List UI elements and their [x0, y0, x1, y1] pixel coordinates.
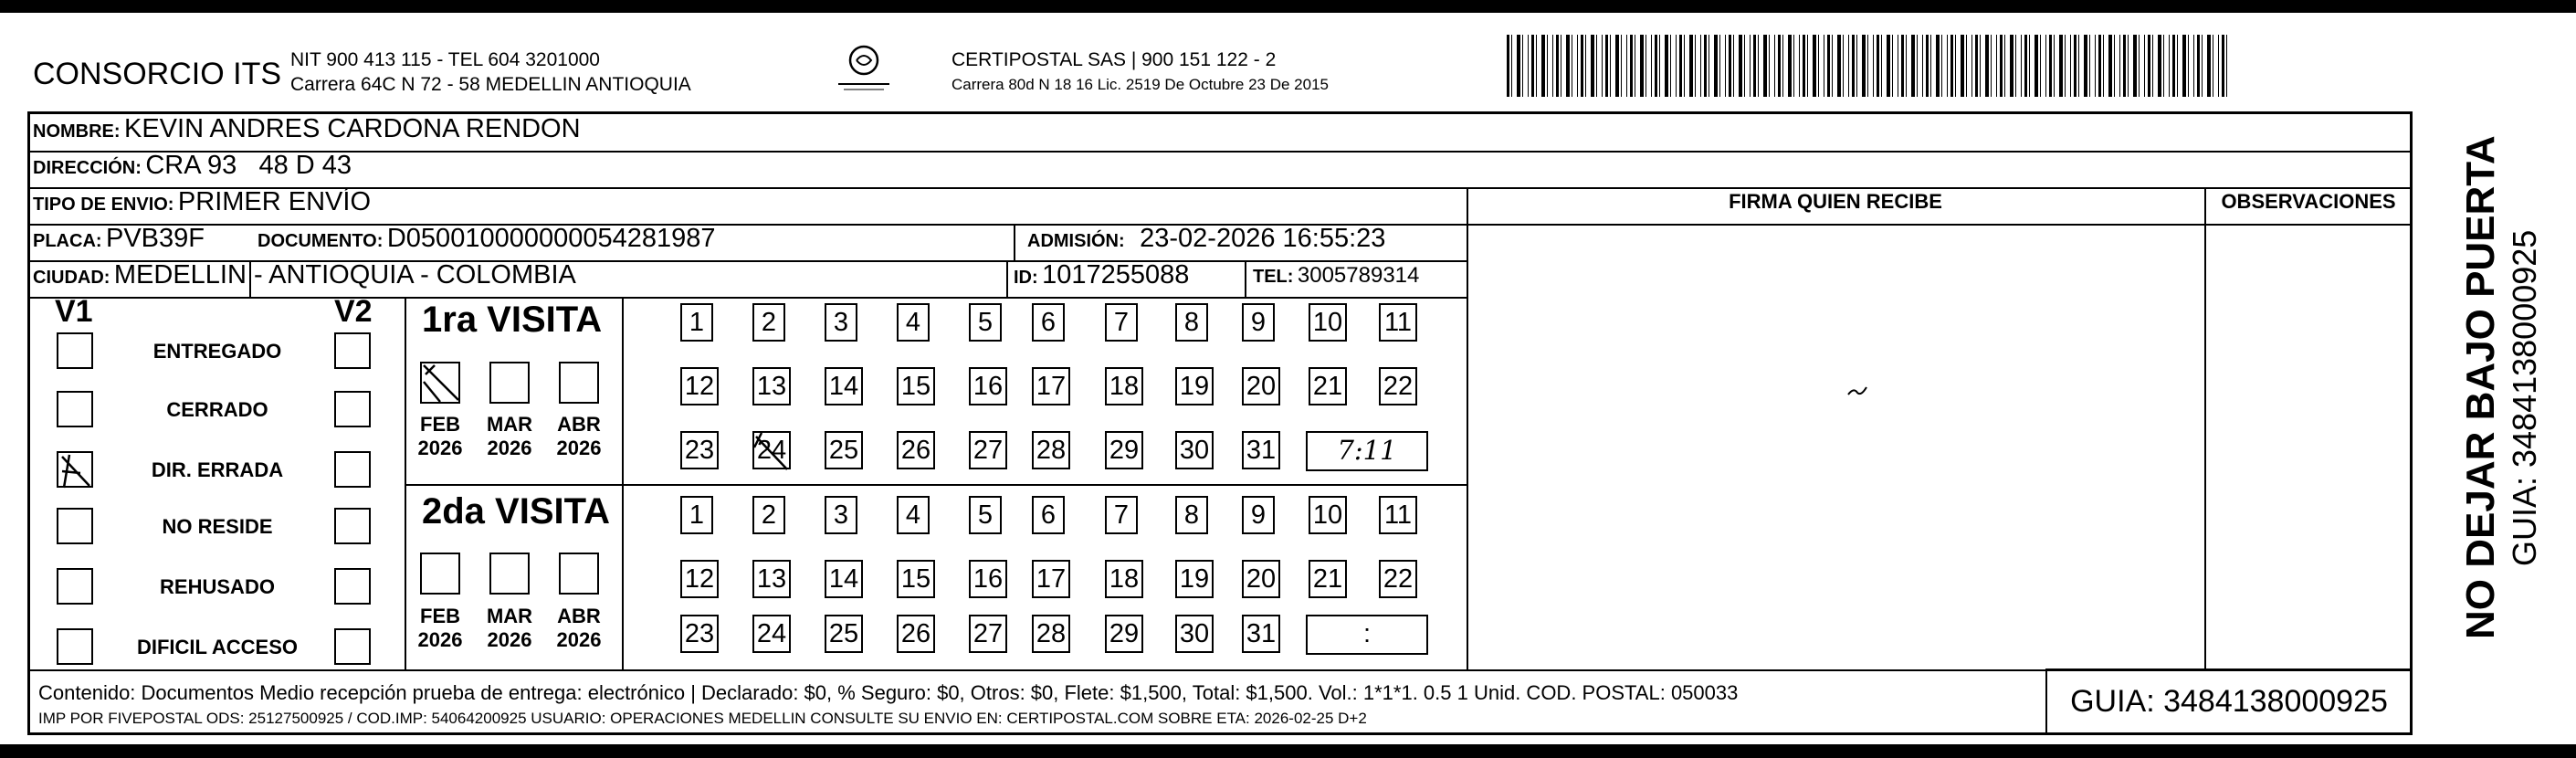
day-number: 2 [761, 308, 777, 337]
v1-checkbox[interactable] [57, 568, 93, 605]
first-visit-title: 1ra VISITA [422, 300, 603, 340]
day-box[interactable] [897, 367, 935, 405]
day-number: 12 [684, 564, 715, 594]
v1-checkbox[interactable] [57, 628, 93, 665]
month-checkbox[interactable] [559, 362, 599, 404]
day-box[interactable] [680, 431, 719, 469]
day-box[interactable] [1175, 303, 1208, 342]
day-box[interactable] [969, 431, 1007, 469]
day-box[interactable] [1175, 496, 1208, 534]
tel-value: 3005789314 [1297, 263, 1420, 288]
day-box[interactable] [825, 367, 863, 405]
day-box[interactable] [752, 615, 791, 653]
direccion-label: DIRECCIÓN: [33, 158, 142, 178]
signature-mark [1846, 384, 1868, 403]
day-number: 28 [1036, 436, 1067, 465]
nombre-row [33, 114, 581, 144]
day-box[interactable] [969, 615, 1007, 653]
day-number: 21 [1312, 564, 1343, 594]
v1-checkbox[interactable] [57, 332, 93, 369]
nombre-value: KEVIN ANDRES CARDONA RENDON [124, 114, 581, 143]
day-number: 3 [833, 308, 849, 337]
day-box[interactable] [680, 496, 713, 534]
nombre-label: NOMBRE: [33, 121, 121, 142]
year-label: 2026 [556, 437, 602, 459]
placa-value: PVB39F [106, 224, 205, 253]
col-divider [405, 297, 406, 669]
day-box[interactable] [969, 496, 1002, 534]
ciudad-cell [33, 260, 576, 290]
day-number: 2 [761, 500, 777, 530]
v1-checkbox[interactable] [57, 451, 93, 488]
id-cell [1014, 260, 1189, 290]
day-box[interactable] [1175, 431, 1214, 469]
day-box[interactable] [1105, 367, 1143, 405]
first-visit-time[interactable] [1306, 431, 1428, 471]
day-box[interactable] [1379, 496, 1417, 534]
admision-label: ADMISIÓN: [1027, 231, 1125, 251]
tel-label: TEL: [1253, 267, 1294, 287]
day-box[interactable] [897, 615, 935, 653]
day-number: 15 [900, 564, 931, 594]
second-visit-title: 2da VISITA [422, 491, 610, 532]
certipostal-logo-icon [820, 38, 908, 99]
day-box[interactable] [1105, 560, 1143, 598]
day-number: 20 [1246, 372, 1277, 401]
day-number: 15 [900, 372, 931, 401]
day-box[interactable] [1379, 367, 1417, 405]
day-number: 31 [1246, 436, 1277, 465]
day-box[interactable] [1105, 303, 1138, 342]
day-box[interactable] [1032, 303, 1065, 342]
day-box[interactable] [752, 367, 791, 405]
month-label: ABR [557, 605, 601, 627]
month-label: FEB [420, 605, 460, 627]
guia-number: GUIA: 3484138000925 [2045, 669, 2413, 734]
cross-mark-icon [751, 429, 796, 484]
day-box[interactable] [1175, 615, 1214, 653]
day-box[interactable] [969, 367, 1007, 405]
day-number: 12 [684, 372, 715, 401]
v2-checkbox[interactable] [334, 451, 371, 488]
v2-header: V2 [334, 294, 373, 329]
carrier-license: Carrera 80d N 18 16 Lic. 2519 De Octubre 23 De 2015 [952, 76, 1329, 93]
day-box[interactable] [1242, 560, 1280, 598]
day-box[interactable] [1242, 496, 1275, 534]
day-number: 25 [828, 619, 859, 648]
day-number: 26 [900, 619, 931, 648]
day-number: 1 [689, 308, 705, 337]
day-number: 3 [833, 500, 849, 530]
day-box[interactable] [1105, 496, 1138, 534]
day-number: 30 [1179, 436, 1210, 465]
documento-value: D050010000000054281987 [386, 224, 716, 253]
day-box[interactable] [752, 496, 785, 534]
documento-cell [258, 224, 716, 254]
v1-header: V1 [55, 294, 93, 329]
barcode [1507, 35, 2228, 97]
col-divider [1467, 187, 1468, 669]
day-box[interactable] [1032, 615, 1070, 653]
day-number: 4 [905, 500, 921, 530]
visit-time-value: 7:11 [1337, 435, 1397, 466]
year-label: 2026 [417, 437, 463, 459]
day-box[interactable] [680, 303, 713, 342]
admision-value: 23-02-2026 16:55:23 [1140, 224, 1386, 253]
year-label: 2026 [417, 628, 463, 651]
check-mark-icon [58, 453, 95, 490]
ciudad-value: MEDELLIN - ANTIOQUIA - COLOMBIA [113, 260, 576, 290]
day-number: 1 [689, 500, 705, 530]
day-number: 19 [1179, 372, 1210, 401]
day-box[interactable] [752, 560, 791, 598]
visit-divider [405, 484, 1467, 486]
top-border [0, 0, 2576, 13]
year-label: 2026 [487, 437, 532, 459]
day-number: 19 [1179, 564, 1210, 594]
tipo-envio-value: PRIMER ENVÍO [177, 187, 372, 216]
day-box[interactable] [1309, 303, 1347, 342]
admision-cell [1027, 224, 1385, 254]
day-number: 9 [1250, 500, 1267, 530]
day-number: 10 [1312, 500, 1343, 530]
id-value: 1017255088 [1042, 260, 1190, 290]
day-box[interactable] [1032, 431, 1070, 469]
observaciones-header: OBSERVACIONES [2221, 190, 2396, 213]
day-box[interactable] [825, 496, 857, 534]
day-box[interactable] [825, 615, 863, 653]
v2-checkbox[interactable] [334, 568, 371, 605]
status-option-label: NO RESIDE [162, 515, 273, 538]
day-number: 31 [1246, 619, 1277, 648]
carrier-line: CERTIPOSTAL SAS | 900 151 122 - 2 [952, 49, 1277, 70]
direccion-row [33, 151, 352, 181]
content-info: Contenido: Documentos Medio recepción prueba de entrega: electrónico | Declarado: $0, % Seguro: $0, Otros: $0, Flete: $1,500, Total: $1,500. Vol.: 1*1*1. 0.5 1 Unid. COD. POSTAL: 050033 [38, 681, 1739, 704]
status-option-label: ENTREGADO [152, 340, 282, 363]
direccion-value: CRA 93 48 D 43 [145, 151, 352, 180]
day-box[interactable] [1379, 303, 1417, 342]
day-number: 18 [1109, 564, 1140, 594]
day-box[interactable] [1032, 367, 1070, 405]
day-number: 7 [1113, 500, 1130, 530]
status-option-label: DIFICIL ACCESO [136, 636, 298, 658]
month-label: MAR [486, 413, 533, 436]
day-number: 27 [973, 619, 1004, 648]
day-box[interactable] [1309, 367, 1347, 405]
col-divider [1014, 224, 1015, 260]
day-number: 28 [1036, 619, 1067, 648]
side-guia: GUIA: 3484138000925 [2506, 229, 2543, 566]
day-box[interactable] [897, 560, 935, 598]
day-box[interactable] [1032, 560, 1070, 598]
day-number: 29 [1109, 619, 1140, 648]
day-box[interactable] [1379, 560, 1417, 598]
print-info: IMP POR FIVEPOSTAL ODS: 25127500925 / COD.IMP: 54064200925 USUARIO: OPERACIONES MEDELLIN CONSULTE SU ENVIO EN: CERTIPOSTAL.COM SOBRE ETA: 2026-02-25 D+2 [38, 710, 1367, 727]
col-divider [2204, 187, 2206, 669]
day-number: 8 [1183, 500, 1200, 530]
status-option-label: REHUSADO [160, 575, 275, 598]
ciudad-label: CIUDAD: [33, 268, 110, 288]
month-checkbox[interactable] [420, 362, 460, 404]
day-number: 13 [756, 372, 787, 401]
day-number: 20 [1246, 564, 1277, 594]
year-label: 2026 [556, 628, 602, 651]
day-box[interactable] [825, 303, 857, 342]
month-label: FEB [420, 413, 460, 436]
day-box[interactable] [680, 615, 719, 653]
carrier-info [952, 47, 1329, 97]
day-box[interactable] [1175, 367, 1214, 405]
cross-mark-icon [422, 363, 462, 405]
v2-checkbox[interactable] [334, 391, 371, 427]
day-box[interactable] [1032, 496, 1065, 534]
day-number: 4 [905, 308, 921, 337]
row-divider [30, 297, 1467, 299]
company-name: CONSORCIO ITS [33, 57, 282, 91]
col-divider [1006, 260, 1008, 297]
day-box[interactable] [1242, 615, 1280, 653]
v2-checkbox[interactable] [334, 628, 371, 665]
day-box[interactable] [825, 431, 863, 469]
v2-checkbox[interactable] [334, 508, 371, 544]
day-number: 13 [756, 564, 787, 594]
day-box[interactable] [680, 367, 719, 405]
month-label: ABR [557, 413, 601, 436]
day-number: 6 [1040, 500, 1057, 530]
col-divider [1245, 260, 1246, 297]
day-number: 8 [1183, 308, 1200, 337]
day-box[interactable] [1105, 431, 1143, 469]
day-number: 17 [1036, 372, 1067, 401]
day-number: 26 [900, 436, 931, 465]
day-box[interactable] [1309, 496, 1347, 534]
day-box[interactable] [969, 303, 1002, 342]
day-number: 17 [1036, 564, 1067, 594]
day-number: 5 [977, 308, 994, 337]
no-dejar-bajo-puerta: NO DEJAR BAJO PUERTA [2458, 135, 2503, 639]
day-number: 22 [1383, 372, 1414, 401]
day-number: 10 [1312, 308, 1343, 337]
day-number: 24 [756, 619, 787, 648]
day-box[interactable] [897, 303, 930, 342]
day-box[interactable] [897, 496, 930, 534]
day-box[interactable] [1105, 615, 1143, 653]
day-number: 11 [1383, 500, 1413, 530]
firma-header: FIRMA QUIEN RECIBE [1729, 190, 1942, 213]
second-visit-time[interactable] [1306, 615, 1428, 655]
day-number: 24 [756, 436, 787, 465]
day-number: 16 [973, 372, 1004, 401]
tipo-envio-row [33, 187, 371, 217]
day-number: 27 [973, 436, 1004, 465]
col-divider [622, 297, 624, 669]
row-divider [30, 151, 2410, 153]
month-checkbox[interactable] [559, 553, 599, 595]
day-number: 18 [1109, 372, 1140, 401]
day-box[interactable] [1242, 431, 1280, 469]
day-number: 14 [828, 372, 859, 401]
visit-time-value: : [1362, 619, 1372, 648]
month-checkbox[interactable] [420, 553, 460, 595]
day-number: 23 [684, 619, 715, 648]
day-number: 30 [1179, 619, 1210, 648]
row-divider [30, 187, 2410, 189]
address-line: Carrera 64C N 72 - 58 MEDELLIN ANTIOQUIA [290, 74, 691, 95]
day-box[interactable] [1309, 560, 1347, 598]
day-number: 25 [828, 436, 859, 465]
day-box[interactable] [1242, 367, 1280, 405]
day-number: 14 [828, 564, 859, 594]
tipo-envio-label: TIPO DE ENVIO: [33, 195, 174, 215]
year-label: 2026 [487, 628, 532, 651]
month-label: MAR [486, 605, 533, 627]
status-option-label: DIR. ERRADA [151, 458, 284, 481]
day-box[interactable] [752, 431, 791, 469]
day-box[interactable] [897, 431, 935, 469]
day-number: 23 [684, 436, 715, 465]
documento-label: DOCUMENTO: [258, 231, 384, 251]
company-info [290, 47, 691, 97]
status-option-label: CERRADO [166, 398, 268, 421]
day-number: 22 [1383, 564, 1414, 594]
month-checkbox[interactable] [489, 362, 530, 404]
day-number: 5 [977, 500, 994, 530]
day-number: 16 [973, 564, 1004, 594]
day-box[interactable] [969, 560, 1007, 598]
day-number: 21 [1312, 372, 1343, 401]
day-box[interactable] [680, 560, 719, 598]
day-box[interactable] [752, 303, 785, 342]
placa-label: PLACA: [33, 231, 102, 251]
nit-line: NIT 900 413 115 - TEL 604 3201000 [290, 49, 600, 70]
day-box[interactable] [1175, 560, 1214, 598]
v1-checkbox[interactable] [57, 508, 93, 544]
month-checkbox[interactable] [489, 553, 530, 595]
tel-cell [1253, 263, 1419, 289]
bottom-border [0, 744, 2576, 758]
day-number: 9 [1250, 308, 1267, 337]
day-number: 29 [1109, 436, 1140, 465]
v2-checkbox[interactable] [334, 332, 371, 369]
day-number: 6 [1040, 308, 1057, 337]
day-box[interactable] [825, 560, 863, 598]
day-box[interactable] [1242, 303, 1275, 342]
v1-checkbox[interactable] [57, 391, 93, 427]
placa-cell [33, 224, 205, 254]
day-number: 7 [1113, 308, 1130, 337]
id-label: ID: [1014, 268, 1038, 288]
day-number: 11 [1383, 308, 1413, 337]
